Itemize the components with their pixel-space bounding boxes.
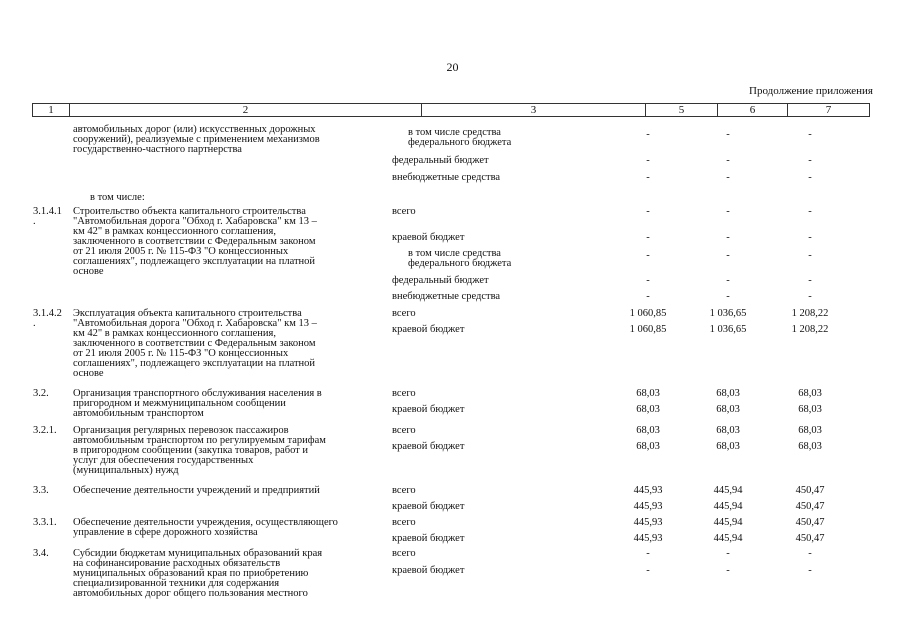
row-name: Обеспечение деятельности учреждения, осуществляющего управление в сфере дорожного хозяйства xyxy=(73,517,338,538)
value-col-7: 450,47 xyxy=(795,485,825,496)
value-col-6: - xyxy=(726,250,730,261)
row-number: 3.3.1. xyxy=(33,517,57,528)
header-col-6: 6 xyxy=(717,104,787,116)
value-col-7: - xyxy=(808,548,812,559)
value-col-6: - xyxy=(726,291,730,302)
funding-source: всего xyxy=(392,485,416,496)
value-col-6: 445,94 xyxy=(713,501,743,512)
value-col-5: - xyxy=(646,291,650,302)
value-col-6: - xyxy=(726,155,730,166)
value-col-7: 68,03 xyxy=(798,388,822,399)
row-number: 3.1.4.2 . xyxy=(33,308,62,329)
value-col-6: - xyxy=(726,172,730,183)
value-col-6: 68,03 xyxy=(716,425,740,436)
funding-source: краевой бюджет xyxy=(392,324,465,335)
value-col-6: 1 036,65 xyxy=(709,308,747,319)
funding-source: внебюджетные средства xyxy=(392,291,501,302)
value-col-7: - xyxy=(808,275,812,286)
value-col-5: - xyxy=(646,565,650,576)
value-col-5: - xyxy=(646,155,650,166)
value-col-5: - xyxy=(646,232,650,243)
funding-source: внебюджетные средства xyxy=(392,172,501,183)
header-col-2: 2 xyxy=(69,104,421,116)
funding-source: краевой бюджет xyxy=(392,441,465,452)
row-name: автомобильных дорог (или) искусственных дорожных сооружений), реализуемые с применением механизмов государственно-частного партнерства xyxy=(73,124,320,155)
funding-source: федеральный бюджет xyxy=(392,275,489,286)
value-col-7: - xyxy=(808,206,812,217)
value-col-7: 1 208,22 xyxy=(791,324,829,335)
row-name: в том числе: xyxy=(90,192,145,203)
row-name: Строительство объекта капитального строительства "Автомобильная дорога "Обход г. Хабаровска" км 13 – км 42" в рамках концессионного соглашения, заключенного в соответствии с Федеральным законом от 21 июля 2005 г. № 115-ФЗ "О концессионных соглашениях", подлежащего эксплуатации на платной основе xyxy=(73,206,317,277)
value-col-5: - xyxy=(646,548,650,559)
value-col-5: 445,93 xyxy=(633,485,663,496)
header-col-5: 5 xyxy=(645,104,717,116)
funding-source: краевой бюджет xyxy=(392,533,465,544)
value-col-5: 445,93 xyxy=(633,533,663,544)
value-col-5: 1 060,85 xyxy=(629,308,667,319)
funding-source: краевой бюджет xyxy=(392,404,465,415)
value-col-7: 68,03 xyxy=(798,441,822,452)
value-col-5: 68,03 xyxy=(636,404,660,415)
value-col-7: - xyxy=(808,250,812,261)
row-number: 3.4. xyxy=(33,548,49,559)
value-col-6: 445,94 xyxy=(713,533,743,544)
funding-source: всего xyxy=(392,388,416,399)
value-col-7: 450,47 xyxy=(795,501,825,512)
funding-source: краевой бюджет xyxy=(392,232,465,243)
value-col-6: 445,94 xyxy=(713,485,743,496)
value-col-5: - xyxy=(646,250,650,261)
value-col-7: 1 208,22 xyxy=(791,308,829,319)
value-col-6: 68,03 xyxy=(716,404,740,415)
table-header xyxy=(32,103,870,117)
row-name: Субсидии бюджетам муниципальных образований края на софинансирование расходных обязательств муниципальных образований края по приобретению специализированной техники для содержания автомобильных дорог общего пользования местного xyxy=(73,548,323,599)
value-col-6: 68,03 xyxy=(716,441,740,452)
value-col-6: 1 036,65 xyxy=(709,324,747,335)
value-col-6: - xyxy=(726,206,730,217)
funding-source: всего xyxy=(392,548,416,559)
value-col-7: 450,47 xyxy=(795,533,825,544)
value-col-5: - xyxy=(646,206,650,217)
row-number: 3.3. xyxy=(33,485,49,496)
value-col-6: - xyxy=(726,548,730,559)
value-col-6: 445,94 xyxy=(713,517,743,528)
value-col-7: 68,03 xyxy=(798,404,822,415)
value-col-6: - xyxy=(726,275,730,286)
value-col-6: - xyxy=(726,232,730,243)
value-col-7: 68,03 xyxy=(798,425,822,436)
funding-source: федеральный бюджет xyxy=(392,155,489,166)
value-col-5: - xyxy=(646,275,650,286)
funding-source: всего xyxy=(392,308,416,319)
value-col-5: 68,03 xyxy=(636,425,660,436)
value-col-7: - xyxy=(808,172,812,183)
value-col-5: - xyxy=(646,129,650,140)
row-name: Обеспечение деятельности учреждений и предприятий xyxy=(73,485,320,496)
header-col-1: 1 xyxy=(48,104,54,116)
value-col-7: - xyxy=(808,232,812,243)
row-number: 3.2.1. xyxy=(33,425,57,436)
value-col-5: 445,93 xyxy=(633,517,663,528)
value-col-6: - xyxy=(726,129,730,140)
row-number: 3.1.4.1 . xyxy=(33,206,62,227)
header-col-3: 3 xyxy=(421,104,645,116)
header-col-7: 7 xyxy=(787,104,869,116)
row-number: 3.2. xyxy=(33,388,49,399)
row-name: Эксплуатация объекта капитального строительства "Автомобильная дорога "Обход г. Хабаровска" км 13 – км 42" в рамках концессионного соглашения, заключенного в соответствии с Федеральным законом от 21 июля 2005 г. № 115-ФЗ "О концессионных соглашениях", подлежащего эксплуатации на платной основе xyxy=(73,308,317,379)
funding-source: в том числе средства федерального бюджета xyxy=(408,127,512,148)
value-col-5: 1 060,85 xyxy=(629,324,667,335)
row-name: Организация регулярных перевозок пассажиров автомобильным транспортом по регулируемым тарифам в пригородном сообщении (закупка товаров, работ и услуг для обеспечения государственных (муниципальных) нужд xyxy=(73,425,326,476)
value-col-7: - xyxy=(808,129,812,140)
value-col-5: 68,03 xyxy=(636,441,660,452)
page-number: 20 xyxy=(446,60,459,74)
value-col-5: 68,03 xyxy=(636,388,660,399)
value-col-6: - xyxy=(726,565,730,576)
funding-source: всего xyxy=(392,517,416,528)
row-name: Организация транспортного обслуживания населения в пригородном и межмуниципальном сообщении автомобильным транспортом xyxy=(73,388,322,419)
value-col-7: - xyxy=(808,155,812,166)
value-col-6: 68,03 xyxy=(716,388,740,399)
value-col-7: - xyxy=(808,291,812,302)
funding-source: всего xyxy=(392,206,416,217)
value-col-5: 445,93 xyxy=(633,501,663,512)
funding-source: краевой бюджет xyxy=(392,501,465,512)
continuation-label: Продолжение приложения xyxy=(749,85,873,97)
funding-source: краевой бюджет xyxy=(392,565,465,576)
funding-source: в том числе средства федерального бюджета xyxy=(408,248,512,269)
funding-source: всего xyxy=(392,425,416,436)
value-col-5: - xyxy=(646,172,650,183)
value-col-7: - xyxy=(808,565,812,576)
value-col-7: 450,47 xyxy=(795,517,825,528)
